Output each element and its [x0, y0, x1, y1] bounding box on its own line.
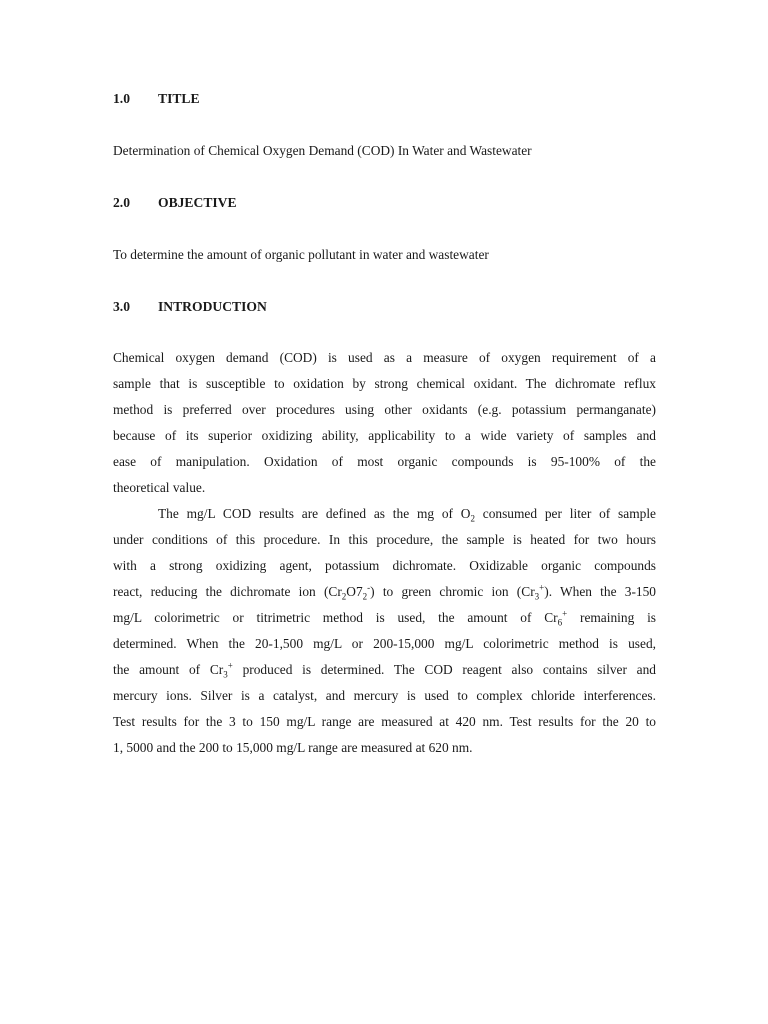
intro-paragraph-1 [113, 345, 656, 501]
paragraph-line: mercury ions. Silver is a catalyst, and mercury is used to complex chloride interferences. [113, 688, 656, 703]
paragraph-line: under conditions of this procedure. In this procedure, the sample is heated for two hours [113, 532, 656, 547]
section-number: 1.0 [113, 91, 130, 106]
paragraph-line: The mg/L COD results are defined as the mg of $O_2$ consumed per liter of sample [158, 506, 656, 524]
paragraph-line: ease of manipulation. Oxidation of most organic compounds is 95-100% of the [113, 454, 656, 469]
section-heading-title [113, 91, 200, 107]
paragraph-line: with a strong oxidizing agent, potassium dichromate. Oxidizable organic compounds [113, 558, 656, 573]
paragraph-line: react, reducing the dichromate ion $(Cr_2O7_2^-)$ to green chromic ion $(Cr_3^+)$. When the 3-150 [113, 582, 656, 602]
section-number: 2.0 [113, 195, 130, 210]
section-heading-introduction [113, 299, 267, 315]
paragraph-line: 1, 5000 and the 200 to 15,000 mg/L range are measured at 620 nm. [113, 740, 473, 755]
section-title: INTRODUCTION [158, 299, 267, 314]
paragraph-line: theoretical value. [113, 480, 206, 495]
paragraph-line: because of its superior oxidizing ability, applicability to a wide variety of samples and [113, 428, 656, 443]
section-number: 3.0 [113, 299, 130, 314]
title-text: Determination of Chemical Oxygen Demand (COD) In Water and Wastewater [113, 143, 532, 158]
paragraph-line: Test results for the 3 to 150 mg/L range are measured at 420 nm. Test results for the 20 to [113, 714, 656, 729]
paragraph-line: Chemical oxygen demand (COD) is used as a measure of oxygen requirement of a [113, 350, 656, 365]
section-heading-objective [113, 195, 237, 211]
paragraph-line: mg/L colorimetric or titrimetric method is used, the amount of $Cr_6^+$ remaining is [113, 608, 657, 628]
intro-paragraph-2 [113, 501, 656, 761]
section-title: OBJECTIVE [158, 195, 237, 210]
paragraph-line: sample that is susceptible to oxidation by strong chemical oxidant. The dichromate reflux [113, 376, 656, 391]
paragraph-line: determined. When the 20-1,500 mg/L or 200-15,000 mg/L colorimetric method is used, [113, 636, 656, 651]
objective-text: To determine the amount of organic pollutant in water and wastewater [113, 247, 489, 262]
paragraph-line: the amount of $Cr_3^+$ produced is determined. The COD reagent also contains silver and [113, 660, 656, 680]
paragraph-line: method is preferred over procedures using other oxidants (e.g. potassium permanganate) [113, 402, 656, 417]
section-title: TITLE [158, 91, 200, 106]
